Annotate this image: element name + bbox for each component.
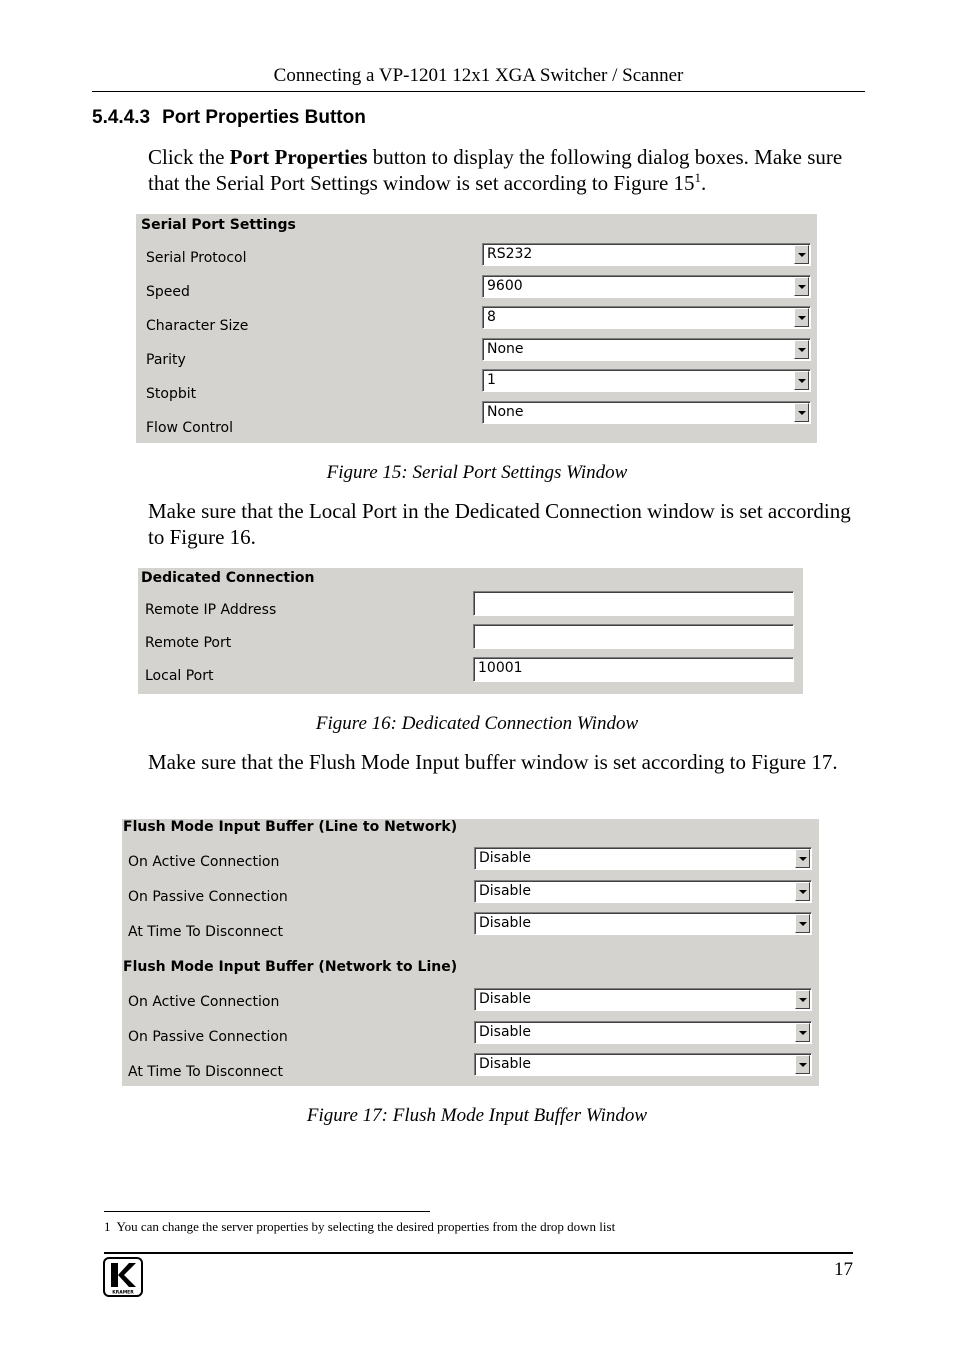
l2n-time-to-disconnect-label: At Time To Disconnect <box>128 924 283 940</box>
footnote-ref: 1 <box>694 170 702 185</box>
n2l-passive-connection-label: On Passive Connection <box>128 1029 288 1045</box>
l2n-time-to-disconnect-value: Disable <box>479 915 531 931</box>
figure-17-caption: Figure 17: Flush Mode Input Buffer Window <box>306 1105 648 1126</box>
figure-15-caption: Figure 15: Serial Port Settings Window <box>326 462 628 483</box>
dedicated-connection-panel <box>138 568 803 694</box>
n2l-active-connection-label: On Active Connection <box>128 994 280 1010</box>
speed-select[interactable] <box>482 275 811 298</box>
page-number: 17 <box>834 1259 853 1280</box>
remote-ip-address-label: Remote IP Address <box>145 602 277 618</box>
serial-protocol-value: RS232 <box>487 246 533 262</box>
footnote-separator <box>104 1211 430 1212</box>
speed-label: Speed <box>146 284 190 300</box>
dropdown-arrow-icon[interactable] <box>795 849 810 868</box>
intro-text-post: button to display the following dialog boxes. Make sure that the Serial Port Settings window is set according to Figure 15 <box>148 145 843 195</box>
dropdown-arrow-icon[interactable] <box>795 1023 810 1042</box>
serial-protocol-label: Serial Protocol <box>146 250 247 266</box>
n2l-active-connection-select[interactable] <box>474 988 812 1011</box>
l2n-time-to-disconnect-select[interactable] <box>474 912 812 935</box>
flow-control-value: None <box>487 404 524 420</box>
l2n-passive-connection-select[interactable] <box>474 880 812 903</box>
parity-value: None <box>487 341 524 357</box>
character-size-value: 8 <box>487 309 496 325</box>
remote-port-input[interactable] <box>473 624 794 649</box>
stopbit-label: Stopbit <box>146 386 197 402</box>
dropdown-arrow-icon[interactable] <box>794 308 809 327</box>
parity-label: Parity <box>146 352 186 368</box>
running-header: Connecting a VP-1201 12x1 XGA Switcher / Scanner <box>92 64 865 92</box>
flush-mode-paragraph: Make sure that the Flush Mode Input buffer window is set according to Figure 17. <box>148 750 838 774</box>
section-heading <box>92 106 366 130</box>
dropdown-arrow-icon[interactable] <box>795 1055 810 1074</box>
dropdown-arrow-icon[interactable] <box>795 990 810 1009</box>
dropdown-arrow-icon[interactable] <box>794 277 809 296</box>
serial-port-settings-title: Serial Port Settings <box>141 217 296 233</box>
speed-value: 9600 <box>487 278 523 294</box>
n2l-passive-connection-select[interactable] <box>474 1021 812 1044</box>
stopbit-select[interactable] <box>482 369 811 392</box>
dropdown-arrow-icon[interactable] <box>794 245 809 264</box>
l2n-active-connection-select[interactable] <box>474 847 812 870</box>
stopbit-value: 1 <box>487 372 496 388</box>
footnote <box>104 1219 615 1235</box>
parity-select[interactable] <box>482 338 811 361</box>
dropdown-arrow-icon[interactable] <box>795 882 810 901</box>
flush-line-to-network-title: Flush Mode Input Buffer (Line to Network) <box>123 819 458 835</box>
serial-protocol-select[interactable] <box>482 243 811 266</box>
footer-rule <box>104 1252 853 1254</box>
flow-control-label: Flow Control <box>146 420 234 436</box>
dropdown-arrow-icon[interactable] <box>794 371 809 390</box>
section-title: Port Properties Button <box>162 107 366 128</box>
footnote-number: 1 <box>104 1219 111 1234</box>
serial-port-settings-panel <box>136 214 817 443</box>
dedicated-connection-title: Dedicated Connection <box>141 570 315 586</box>
character-size-select[interactable] <box>482 306 811 329</box>
flush-mode-panel <box>122 819 819 1086</box>
intro-text-pre: Click the <box>148 145 230 169</box>
n2l-active-connection-value: Disable <box>479 991 531 1007</box>
n2l-time-to-disconnect-label: At Time To Disconnect <box>128 1064 283 1080</box>
port-properties-term: Port Properties <box>229 145 368 169</box>
n2l-time-to-disconnect-value: Disable <box>479 1056 531 1072</box>
l2n-active-connection-label: On Active Connection <box>128 854 280 870</box>
n2l-time-to-disconnect-select[interactable] <box>474 1053 812 1076</box>
flow-control-select[interactable] <box>482 401 811 424</box>
local-port-value: 10001 <box>478 660 523 676</box>
character-size-label: Character Size <box>146 318 249 334</box>
local-port-input[interactable] <box>473 657 794 682</box>
dropdown-arrow-icon[interactable] <box>794 403 809 422</box>
local-port-paragraph: Make sure that the Local Port in the Dedicated Connection window is set according to Figure 16. <box>148 499 851 549</box>
l2n-passive-connection-value: Disable <box>479 883 531 899</box>
l2n-active-connection-value: Disable <box>479 850 531 866</box>
figure-16-caption: Figure 16: Dedicated Connection Window <box>315 713 639 734</box>
local-port-label: Local Port <box>145 668 214 684</box>
section-number: 5.4.4.3 <box>92 107 151 128</box>
intro-text-end: . <box>701 171 707 195</box>
intro-paragraph <box>148 144 868 196</box>
kramer-logo-icon <box>103 1257 143 1297</box>
n2l-passive-connection-value: Disable <box>479 1024 531 1040</box>
dropdown-arrow-icon[interactable] <box>795 914 810 933</box>
remote-ip-address-input[interactable] <box>473 591 794 616</box>
l2n-passive-connection-label: On Passive Connection <box>128 889 288 905</box>
svg-text:KRAMER: KRAMER <box>112 1290 134 1296</box>
footnote-text: You can change the server properties by selecting the desired properties from the drop down list <box>116 1219 616 1234</box>
dropdown-arrow-icon[interactable] <box>794 340 809 359</box>
flush-network-to-line-title: Flush Mode Input Buffer (Network to Line) <box>123 959 458 975</box>
remote-port-label: Remote Port <box>145 635 232 651</box>
